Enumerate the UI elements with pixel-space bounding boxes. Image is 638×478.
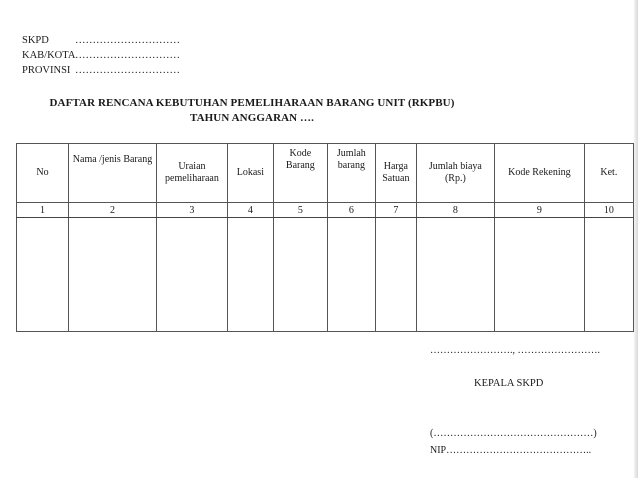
col-number: 10 xyxy=(584,203,633,218)
table-cell xyxy=(375,218,416,332)
table-cell xyxy=(584,218,633,332)
skpd-row xyxy=(22,33,180,48)
col-number: 6 xyxy=(327,203,375,218)
table-cell xyxy=(273,218,327,332)
provinsi-label: PROVINSI xyxy=(22,65,71,76)
table-cell xyxy=(416,218,494,332)
col-number: 1 xyxy=(17,203,69,218)
signature-place-date: ……………………., ……………………. xyxy=(430,345,600,356)
col-header-no: No xyxy=(17,144,69,203)
col-header-jumlah-barang: Jumlah barang xyxy=(327,144,375,203)
table-cell xyxy=(69,218,157,332)
kabkota-row xyxy=(22,48,180,63)
col-header-uraian: Uraian pemeliharaan xyxy=(157,144,228,203)
col-header-ket: Ket. xyxy=(584,144,633,203)
provinsi-row xyxy=(22,63,180,78)
table-row xyxy=(17,218,634,332)
kabkota-label: KAB/KOTA xyxy=(22,50,76,61)
rkpbu-table xyxy=(16,143,634,332)
signature-title: KEPALA SKPD xyxy=(474,378,544,389)
col-number: 7 xyxy=(375,203,416,218)
col-header-kode-barang: Kode Barang xyxy=(273,144,327,203)
table-cell xyxy=(157,218,228,332)
table-cell xyxy=(327,218,375,332)
signature-name-line: (…………………………………………) xyxy=(430,428,597,439)
table-number-row xyxy=(17,203,634,218)
table-header-row xyxy=(17,144,634,203)
col-header-kode-rekening: Kode Rekening xyxy=(494,144,584,203)
skpd-value: ………………………… xyxy=(75,35,180,46)
title-line-2: TAHUN ANGGARAN …. xyxy=(189,112,315,124)
title-line-1: DAFTAR RENCANA KEBUTUHAN PEMELIHARAAN BARANG UNIT (RKPBU) xyxy=(49,97,455,109)
provinsi-value: ………………………… xyxy=(75,65,180,76)
col-header-harga-satuan: Harga Satuan xyxy=(375,144,416,203)
col-header-nama-barang: Nama /jenis Barang xyxy=(69,144,157,203)
col-number: 5 xyxy=(273,203,327,218)
kabkota-value: ………………………… xyxy=(75,50,180,61)
signature-nip-line: NIP…………………………………….. xyxy=(430,445,592,456)
page-edge-shadow xyxy=(634,0,638,478)
col-header-lokasi: Lokasi xyxy=(227,144,273,203)
col-header-jumlah-biaya: Jumlah biaya (Rp.) xyxy=(416,144,494,203)
skpd-label: SKPD xyxy=(22,35,49,46)
col-number: 9 xyxy=(494,203,584,218)
col-number: 2 xyxy=(69,203,157,218)
table-cell xyxy=(17,218,69,332)
table-cell xyxy=(494,218,584,332)
table-cell xyxy=(227,218,273,332)
document-header xyxy=(22,33,180,78)
col-number: 8 xyxy=(416,203,494,218)
col-number: 3 xyxy=(157,203,228,218)
document-title xyxy=(2,96,502,126)
col-number: 4 xyxy=(227,203,273,218)
